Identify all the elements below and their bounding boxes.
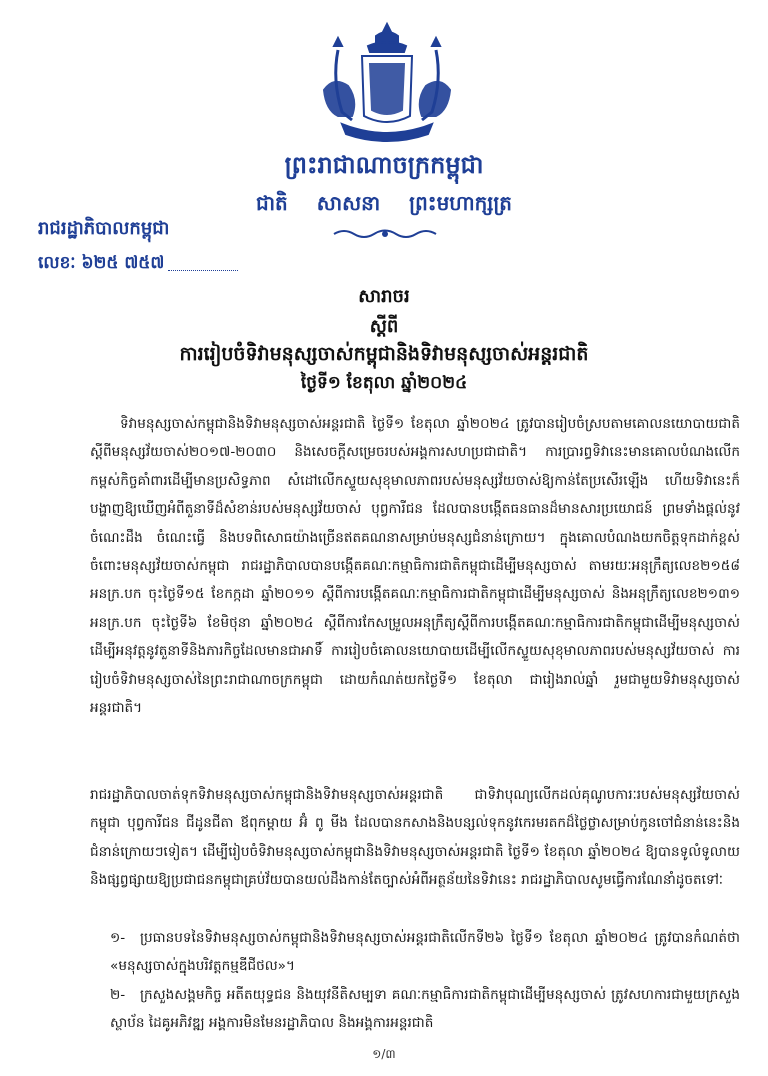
list-item-2 — [110, 981, 740, 1038]
document-subject: ការរៀបចំទិវាមនុស្សចាស់កម្ពុជានិងទិវាមនុស្សចាស់អន្តរជាតិ — [179, 343, 589, 365]
royal-coat-of-arms — [318, 20, 456, 144]
motto-ornament — [330, 227, 440, 241]
reference-number-text: លេខៈ ៦២៥ ៧៥៧ — [38, 253, 165, 273]
title-about: ស្តីពី — [369, 316, 399, 337]
list-item-2-number: ២- — [110, 987, 126, 1003]
list-item-1-text: ប្រធានបទនៃទិវាមនុស្សចាស់កម្ពុជានិងទិវាមនុស្សចាស់អន្តរជាតិលើកទី២៦ ថ្ងៃទី១ ខែតុលា ឆ្នាំ២០២៤ ត្រូវបានកំណត់ថា «មនុស្សចាស់ក្នុងបរិវត្តកម្មឌីជីថល»។ — [110, 930, 740, 975]
reference-dotted-line — [168, 256, 238, 271]
document-date: ថ្ងៃទី១ ខែតុលា ឆ្នាំ២០២៤ — [300, 373, 468, 393]
national-motto: ជាតិ សាសនា ព្រះមហាក្សត្រ — [256, 191, 512, 215]
list-item-1-number: ១- — [110, 930, 126, 946]
list-item-2-text: ក្រសួងសង្គមកិច្ច អតីតយុទ្ធជន និងយុវនីតិសម្បទា គណៈកម្មាធិការជាតិកម្ពុជាដើម្បីមនុស្សចាស់ ត្រូវសហការជាមួយក្រសួង ស្ថាប័ន ដៃគូអភិវឌ្ឍ អង្គការមិនមែនរដ្ឋាភិបាល និងអង្គការអន្តរជាតិ — [110, 987, 740, 1032]
body-paragraph-2: រាជរដ្ឋាភិបាលចាត់ទុកទិវាមនុស្សចាស់កម្ពុជានិងទិវាមនុស្សចាស់អន្តរជាតិ ជាទិវាបុណ្យលើកដល់គុណូបការៈរបស់មនុស្សវ័យចាស់កម្ពុជា បុព្វការីជន ជីដូនជីតា ឪពុកម្តាយ អ៊ំ ពូ មីង ដែលបានកសាងនិងបន្សល់ទុកនូវកេរមរតកដ៏ថ្លៃថ្លាសម្រាប់កូនចៅជំនាន់នេះនិងជំនាន់ក្រោយៗទៀត។ ដើម្បីរៀបចំទិវាមនុស្សចាស់កម្ពុជានិងទិវាមនុស្សចាស់អន្តរជាតិ ថ្ងៃទី១ ខែតុលា ឆ្នាំ២០២៤ ឱ្យបានទូលំទូលាយនិងផ្សព្វផ្សាយឱ្យប្រជាជនកម្ពុជាគ្រប់វ័យបានយល់ដឹងកាន់តែច្បាស់អំពីអត្ថន័យនៃទិវានេះ រាជរដ្ឋាភិបាលសូមធ្វើការណែនាំដូចតទៅៈ — [90, 787, 740, 889]
document-type: សារាចរ — [358, 286, 410, 307]
page-number: ១/៣ — [372, 1047, 396, 1061]
body-paragraph-1: ទិវាមនុស្សចាស់កម្ពុជានិងទិវាមនុស្សចាស់អន្តរជាតិ ថ្ងៃទី១ ខែតុលា ឆ្នាំ២០២៤ ត្រូវបានរៀបចំស្របតាមគោលនយោបាយជាតិស្តីពីមនុស្សវ័យចាស់២០១៧-២០៣០ និងសេចក្តីសម្រេចរបស់អង្គការសហប្រជាជាតិ។ ការប្រារព្ធទិវានេះមានគោលបំណងលើកកម្ពស់កិច្ចគាំពារដើម្បីមានប្រសិទ្ធភាព សំដៅលើកស្ទួយសុខុមាលភាពរបស់មនុស្សវ័យចាស់ឱ្យកាន់តែប្រសើរឡើង ហើយទិវានេះក៏បង្ហាញឱ្យឃើញអំពីតួនាទីដ៏សំខាន់របស់មនុស្សវ័យចាស់ បុព្វការីជន ដែលបានបង្កើតធនធានដ៏មានសារប្រយោជន៍ ព្រមទាំងផ្តល់នូវចំណេះដឹង ចំណេះធ្វើ និងបទពិសោធយ៉ាងច្រើនឥតគណនាសម្រាប់មនុស្សជំនាន់ក្រោយ។ ក្នុងគោលបំណងយកចិត្តទុកដាក់ខ្ពស់ចំពោះមនុស្សវ័យចាស់កម្ពុជា រាជរដ្ឋាភិបាលបានបង្កើតគណៈកម្មាធិការជាតិកម្ពុជាដើម្បីមនុស្សចាស់ តាមរយៈអនុក្រឹត្យលេខ២១៥៨ អនក្រ.បក ចុះថ្ងៃទី១៥ ខែកក្កដា ឆ្នាំ២០១១ ស្តីពីការបង្កើតគណៈកម្មាធិការជាតិកម្ពុជាដើម្បីមនុស្សចាស់ និងអនុក្រឹត្យលេខ២១៣១ អនក្រ.បក ចុះថ្ងៃទី៦ ខែមិថុនា ឆ្នាំ២០២៤ ស្តីពីការកែសម្រួលអនុក្រឹត្យស្តីពីការបង្កើតគណៈកម្មាធិការជាតិកម្ពុជាដើម្បីមនុស្សចាស់ ដើម្បីអនុវត្តនូវតួនាទីនិងភារកិច្ចដែលមានជាអាទិ៍ ការរៀបចំគោលនយោបាយដើម្បីលើកស្ទួយសុខុមាលភាពរបស់មនុស្សវ័យចាស់ ការរៀបចំទិវាមនុស្សចាស់នៃព្រះរាជាណាចក្រកម្ពុជា ដោយកំណត់យកថ្ងៃទី១ ខែតុលា ជារៀងរាល់ឆ្នាំ រួមជាមួយទិវាមនុស្សចាស់អន្តរជាតិ។ — [90, 416, 740, 717]
issuing-authority: រាជរដ្ឋាភិបាលកម្ពុជា — [38, 218, 170, 239]
list-item-1 — [110, 924, 740, 981]
kingdom-name: ព្រះរាជាណាចក្រកម្ពុជា — [284, 151, 484, 179]
reference-number — [38, 252, 238, 277]
